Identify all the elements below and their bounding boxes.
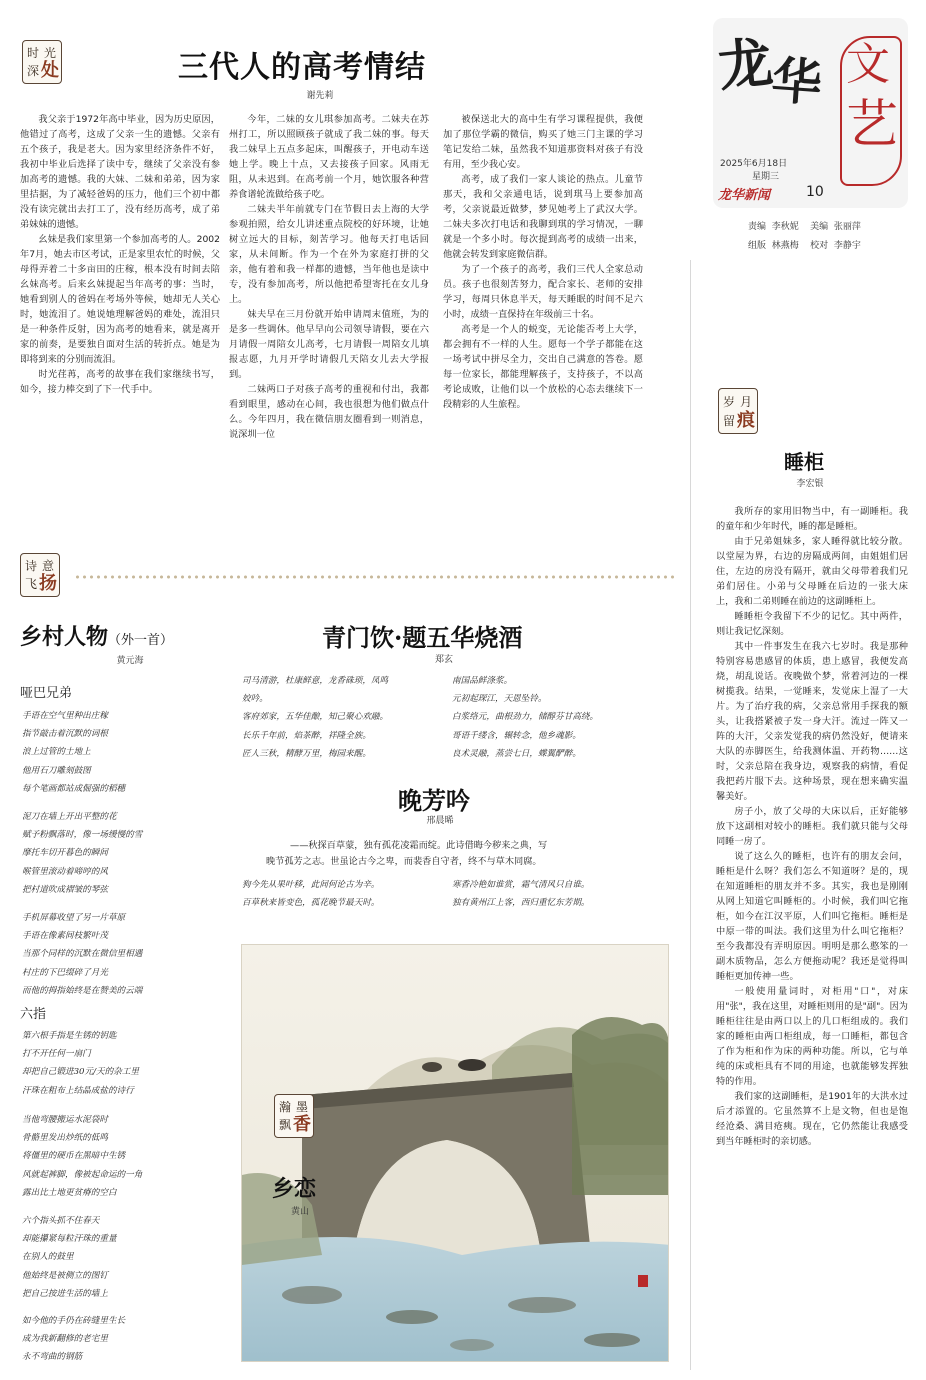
poem-line: 他用石刀雕刻鼓图: [22, 765, 91, 776]
paragraph: 为了一个孩子的高考，我们三代人全家总动员。孩子也很刻苦努力，配合家长、老师的安排学习，每周只休息半天，每天睡眠的时间不足六小时，成绩一直保持在年级前三十名。: [443, 264, 643, 320]
poem-line: 在别人的鼓里: [22, 1252, 74, 1263]
decorative-divider: [74, 574, 674, 580]
masthead-seal: [840, 36, 902, 186]
poem-line: 南国品鲜涤浆。: [452, 676, 513, 686]
poem-line: 他始终是被侧立的图钉: [22, 1270, 108, 1281]
label-char: 香: [293, 1114, 311, 1135]
masthead-title-hua: 华: [769, 50, 824, 113]
section-label-shiguang: [22, 40, 62, 84]
label-char: 扬: [39, 573, 57, 594]
section-label-suiyue: [718, 388, 758, 434]
author-xie: 谢先莉: [306, 91, 334, 101]
poem-stanza: [22, 1212, 117, 1303]
paragraph: 睡睡柜令我留下不少的记忆。其中两件，则让我记忆深刻。: [716, 611, 908, 637]
poem-stanza: [22, 1027, 139, 1100]
paragraph: 我们家的这副睡柜，是1901年的大洪水过后才添置的。它虽然算不上是文物，但也是饱经沧桑、满目疮痍。现在，它仍然能让我感受到当年睡柜时的亲切感。: [716, 1091, 908, 1147]
poem-line: 白浆络元，曲根劲力，储醇芬甘高绕。: [452, 712, 599, 723]
poem-line: 手语在空气里种出庄稼: [22, 711, 108, 721]
label-char: 光: [43, 46, 56, 60]
poem-line: 泥刀在墙上开出平整的花: [22, 812, 117, 822]
headline-xiangcun: [20, 620, 173, 651]
painting-xianglian: [241, 944, 669, 1362]
poem-line: 独有黄州江上客，西归重忆东芳期。: [452, 898, 590, 909]
painting-artist: 黄山: [290, 1207, 309, 1217]
ci-left-column: [242, 672, 388, 763]
poem-line: 风就起裤脚，像被起命运的一角: [22, 1169, 143, 1180]
headline-shuigui: 睡柜: [784, 450, 824, 474]
poem-stanza: [22, 707, 125, 798]
label-char: 墨: [295, 1100, 308, 1114]
label-char: 意: [41, 559, 54, 573]
label-char: 留: [722, 413, 735, 428]
label-char: 深: [26, 64, 39, 78]
poem-line: 却能攥紧每粒汗珠的重量: [22, 1234, 117, 1245]
poem-stanza: [22, 909, 142, 1000]
poem-line: 元初起琛江，天恩坠铃。: [452, 694, 547, 705]
paragraph: 二妹夫半年前就专门在节假日去上海的大学参观拍照，给女儿讲述重点院校的好环境，让她树立远大的目标，刻苦学习。他每天打电话回家，从未间断。作为一个在外为家庭打拼的父亲，他有着和我一样都的遗憾，当年他也是读中专，没有参加高考，所以他把希望寄托在女儿身上。: [229, 204, 429, 305]
preface-line: 晚节孤芳之志。世虽论古今之卑，而裴香自守者，终不与草木同腐。: [266, 856, 542, 867]
poem-line: 当那个同样的沉默在微信里相遇: [22, 949, 143, 960]
poem-line: 浪上过管的土地上: [22, 747, 91, 758]
label-char: 痕: [737, 409, 755, 431]
staff-line-2: 组版 林燕梅 校对 李静宇: [748, 241, 861, 251]
poem-line: 露出比土地更贫瘠的空白: [22, 1187, 117, 1198]
author-li: 李宏银: [796, 479, 824, 489]
paragraph: 被保送北大的高中生有学习课程提供，我便加了那位学霸的微信，购买了她三门主课的学习笔记发给二妹，虽然我不知道那资料对孩子有没有用，至少我心安。: [443, 114, 643, 170]
masthead-weekday: 星期三: [752, 172, 780, 182]
masthead-paper-logo: 龙华新闻: [718, 188, 771, 203]
paragraph: 我父亲于1972年高中毕业，因为历史原因，他错过了高考，这成了父亲一生的遗憾。父亲有五个孩子，我是老大。因为家里经济条件不好，我初中毕业后选择了读中专，继续了父亲没有参加高考的遗憾。我的大妹、二妹和弟弟，因为家里拮据，为了减轻爸妈的压力，他们三个初中都没有读完就出去打工了，没有经历高考，成了弟弟妹妹的遗憾。: [20, 114, 220, 230]
poem-line: 姣吟。: [242, 694, 268, 705]
paragraph: 时光荏苒，高考的故事在我们家继续书写，如今，接力棒交到了下一代手中。: [20, 369, 220, 395]
poem-line: 摩托车切开暮色的瞬间: [22, 848, 108, 859]
paragraph: 说了这么久的睡柜，也许有的朋友会问，睡柜是什么呀？我们怎么不知道呀？是的，现在知道睡柜的朋友并不多。其实，我也是刚刚从网上知道它叫睡柜的。小时候，我们叫它拖柜，如今在江汉平原，人们叫它拖柜。睡柜是中原一带的叫法。我们这里为什么叫它拖柜？至今我都没有弄明原因。明明是那么憨笨的一副木质物品，怎么方便拖动呢？我还是觉得叫睡柜更加传神一些。: [716, 851, 908, 982]
paragraph: 二妹两口子对孩子高考的重视和付出，我都看到眼里，感动在心间，我也很想为他们做点什么。今年四月，我在微信朋友圈看到一则消息，说深圳一位: [229, 384, 429, 440]
headline-wanfang: 晚芳吟: [398, 786, 470, 815]
paragraph: 我所存的家用旧物当中，有一副睡柜。我的童年和少年时代，睡的都是睡柜。: [716, 506, 908, 532]
poem-line: 成为我新翻修的老宅里: [22, 1334, 108, 1345]
poem-line: 而他的拇指始终是在赞美的云端: [22, 985, 143, 996]
headline-qingmen: 青门饮·题五华烧酒: [322, 623, 523, 652]
poem-line: 每个笔画都站成倔强的稻穗: [22, 783, 126, 794]
paragraph: 高考，成了我们一家人谈论的热点。儿童节那天，我和父亲通电话，说到琪马上要参加高考，父亲说最近做梦，梦见她考上了武汉大学。二妹夫多次打电话和我聊到琪的学习情况，一聊就是一个多小时。每次提到高考的成绩一出来，他就会转发到家庭微信群。: [443, 174, 643, 260]
section-label-hanmo: [274, 1094, 314, 1138]
poem-line: 狗今先从果叶移，此间何论古为辛。: [242, 880, 380, 890]
poem-line: 六个指头抓不住春天: [22, 1216, 100, 1226]
label-char: 瀚: [278, 1100, 291, 1114]
paragraph: 妹夫早在三月份就开始申请周末值班，为的是多一些调休。他早早向公司领导请假，要在六月请假一周陪女儿高考，七月请假一周陪女儿填报志愿，九月开学时请假几天陪女儿去大学报到。: [229, 309, 429, 380]
author-xing: 邢晨晞: [426, 816, 454, 826]
poem-line: 永不弯曲的钢筋: [22, 1352, 83, 1363]
paragraph: 房子小，放了父母的大床以后，正好能够放下这副相对较小的睡柜。我们就只能与父母同睡一房了。: [716, 806, 908, 847]
poem-line: 当他弯腰搬运水泥袋时: [22, 1115, 108, 1125]
poem-line: 匠人三秋，精酵万里，梅园来醒。: [242, 748, 371, 759]
poem-line: 手语在像素间枝繁叶茂: [22, 931, 108, 942]
author-huang: 黄元海: [116, 656, 144, 666]
poem-line: 百草秋来皆变色，孤花晚节最天时。: [242, 898, 380, 909]
poem-right-column: [452, 876, 590, 912]
poem-subtitle: 哑巴兄弟: [20, 686, 73, 701]
poem-line: 打不开任何一扇门: [22, 1049, 91, 1060]
label-char: 飞: [24, 577, 37, 591]
paragraph: 今年，二妹的女儿琪参加高考。二妹夫在苏州打工，所以照顾孩子就成了我二妹的事。每天我二妹早上五点多起床，叫醒孩子，开电动车送她上学。晚上十点，又去接孩子回家。风雨无阻，从未迟到。在高考前一个月，她饮服各种营养食谱轮流做给孩子吃。: [229, 114, 429, 200]
paragraph: 由于兄弟姐妹多，家人睡得就比较分散。以堂屋为界，右边的房隔成两间，由姐姐们居住，左边的房没有隔开，就由父母带着我们兄弟们居住。小弟与父母睡在后边的一张大床上，我和二弟则睡在前边的这副睡柜上。: [716, 536, 908, 607]
masthead-date: 2025年6月18日: [720, 159, 788, 169]
poem-line: 赋予粉飘落时，像一场缓慢的雪: [22, 830, 143, 841]
label-char: 月: [739, 394, 752, 409]
article-column-2: [229, 112, 429, 517]
section-label-shiyi: [20, 553, 60, 597]
poem-line: 把村道吹成褶皱的琴弦: [22, 884, 108, 895]
poem-line: 村庄的下巴缀碎了月光: [22, 967, 108, 978]
poem-line: 喉管里滚动着啼哼的风: [22, 866, 108, 877]
label-char: 时: [26, 46, 39, 60]
headline-sandairen: 三代人的高考情结: [178, 50, 426, 85]
headline-suffix: （外一首）: [108, 633, 174, 648]
label-char: 处: [41, 60, 59, 81]
author-zheng: 郑玄: [434, 655, 453, 665]
masthead-title-wen: 文: [846, 39, 890, 90]
article-shuigui: [716, 504, 908, 1366]
poem-line: 却把自己锻进30元/天的杂工里: [22, 1067, 139, 1078]
label-char: 岁: [722, 394, 735, 409]
poem-line: 第六根手指是生锈的钥匙: [22, 1031, 117, 1041]
poem-line: 把自己按进生活的墙上: [22, 1288, 108, 1299]
staff-line-1: 责编 李秋妮 美编 张丽萍: [748, 222, 861, 232]
page-number: 10: [806, 184, 824, 200]
paragraph: 其中一件事发生在我六七岁时。我是那种特别容易患感冒的体质，患上感冒，我便发高烧，胡乱说话。夜晚做个梦，常着河边的一棵树揽我。结果，一觉睡来，发觉床上湿了一大片。为了治疗我的病，父亲总常用手探我的额头，让我搭紧被子发一身大汗。流过一阵又一阵的大汗，父亲发觉我的病仍然没好，便请来大队的赤脚医生，给我测体温、开药物……这时，父亲总陪在我身边，观察我的病情，看促我把药片服下去。这种场景，现在想来确实温馨美好。: [716, 641, 908, 802]
paragraph: 高考是一个人的蜕变，无论能否考上大学，都会拥有不一样的人生。愿每一个学子都能在这一场考试中拼尽全力，交出自己满意的答卷。愿每一位家长，都能理解孩子，支持孩子，不以高考论成败，让他们以一个放松的心态去继续下一段精彩的人生旅程。: [443, 324, 643, 410]
article-column-3: [443, 112, 643, 517]
masthead-title-long: 龙: [715, 29, 776, 99]
ci-right-column: [452, 672, 598, 763]
poem-line: 指节敲击着沉默的词根: [22, 729, 108, 740]
painting-title: 乡恋: [272, 1176, 317, 1202]
article-column-1: [20, 112, 220, 517]
poem-stanza: [22, 1312, 125, 1367]
preface-line: ——秋探百草蒙，独有孤花凌霜而绽。此诗借晦今秽来之典，写: [290, 840, 548, 851]
paragraph: 幺妹是我们家里第一个参加高考的人。2002年7月，她去市区考试，正是家里农忙的时候，父母得弄着二十多亩田的庄稼，根本没有时间去陪幺妹高考。后来幺妹提起当年高考的事：当时，她看到别人的爸妈在考场外等候，她却无人关心时，她流泪了。她说她理解爸妈的难处，流泪只是一种条件反射，因为高考的她看来，就是离开家的前奏，是要独自面对生活的转折点。她是为即将到来的分别而流泪。: [20, 234, 220, 365]
poem-line: 寒香冷艳如谁赏，霜气清风只自谁。: [452, 880, 590, 890]
poem-line: 客府郊家，五华佳酿，知己聚心欢融。: [242, 712, 389, 723]
landscape-painting: [242, 945, 669, 1362]
headline-text: 乡村人物: [20, 624, 109, 650]
label-char: 诗: [24, 559, 37, 573]
poem-line: 司马清游，杜康鲜意，龙香硃琐，凤鸣: [242, 676, 389, 686]
poem-line: 手机屏幕收望了另一片草原: [22, 913, 126, 923]
poem-stanza: [22, 1111, 142, 1202]
column-divider: [690, 260, 691, 1370]
label-char: 飘: [278, 1118, 291, 1132]
poem-line: 哥语千缕含，辗转念，他乡魂影。: [452, 730, 581, 741]
poem-line: 良术灵融，蒸尝七日，蝶翼酽醉。: [452, 748, 581, 759]
poem-line: 汗珠在粗布上结晶成盐的诗行: [22, 1085, 134, 1096]
poem-line: 如今他的手仍在砖缝里生长: [22, 1316, 126, 1326]
masthead-title-yi: 艺: [846, 95, 899, 155]
poem-subtitle: 六指: [20, 1007, 47, 1022]
paragraph: 一般使用量词时，对柜用"口"，对床用"张"，我在这里，对睡柜则用的是"副"。因为睡柜往往是由两口以上的几口柜组成的。我们家的睡柜由两口柜组成，每一口睡柜，都包含了作为柜和作为床的两种功能。所以，它与单纯的床或柜具有不同的用途，也就能够发挥独特的作用。: [716, 986, 908, 1087]
poem-line: 骨骼里发出炒纸的低鸣: [22, 1133, 108, 1144]
poem-line: 长乐千年前，焰茶醉，祥隆全族。: [242, 730, 371, 741]
poem-line: 将僵里的硬币在黑暗中生锈: [22, 1151, 126, 1162]
poem-left-column: [242, 876, 380, 912]
poem-stanza: [22, 808, 142, 899]
